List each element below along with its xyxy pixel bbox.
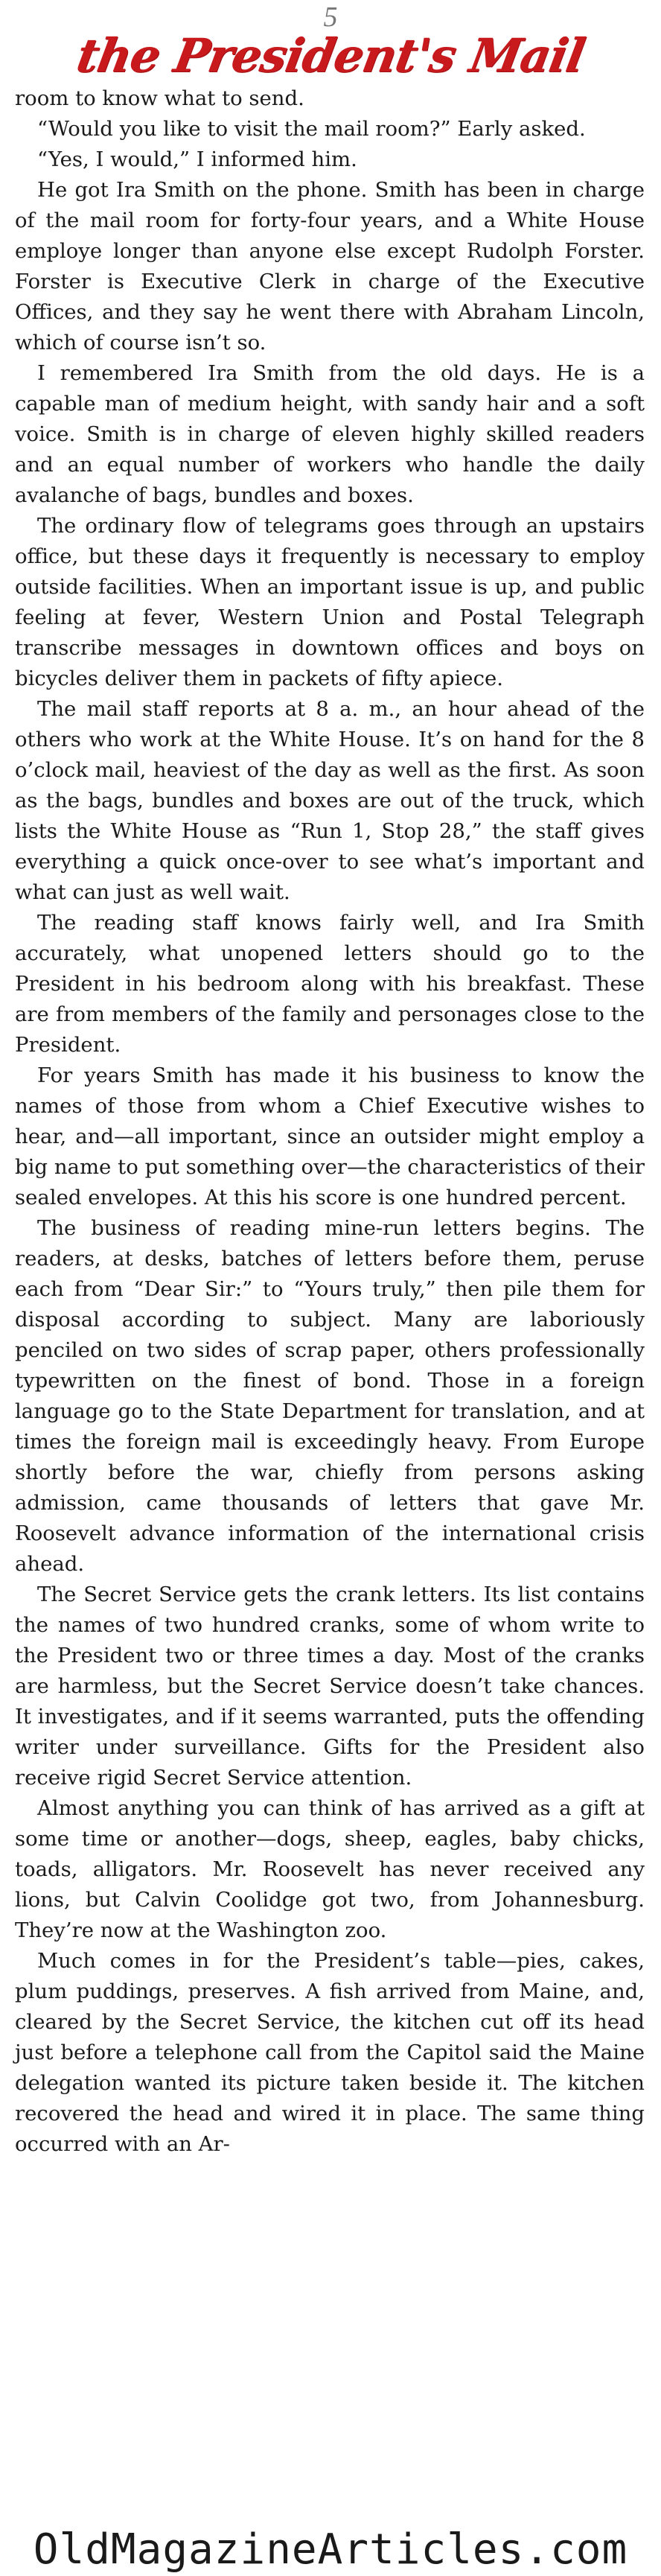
paragraph: I remembered Ira Smith from the old days. He is a capable man of medium height, with sandy hair and a soft voice. Smith is in charge of eleven highly skilled readers and an equal number of workers who handle the daily avalanche of bags, bundles and boxes. [15,361,645,507]
paragraph: “Would you like to visit the mail room?” Early asked. [37,117,586,141]
masthead [0,30,661,82]
paragraph: The reading staff knows fairly well, and Ira Smith accurately, what unopened letters should go to the President in his bedroom along with his breakfast. These are from members of the family and personages close to the President. [15,911,645,1057]
paragraph: The Secret Service gets the crank letters. Its list contains the names of two hundred cranks, some of whom write to the President two or three times a day. Most of the cranks are harmless, but the Secret Service doesn’t take chances. It investigates, and if it seems warranted, puts the offending writer under surveillance. Gifts for the President also receive rigid Secret Service attention. [15,1583,645,1790]
paragraph: For years Smith has made it his business to know the names of those from whom a Chief Executive wishes to hear, and—all important, since an outsider might employ a big name to put something over—the characteristics of their sealed envelopes. At this his score is one hundred percent. [15,1063,645,1209]
paragraph: “Yes, I would,” I informed him. [37,147,357,171]
paragraph: room to know what to send. [15,86,304,110]
paragraph: The ordinary flow of telegrams goes through an upstairs office, but these days it frequently is necessary to employ outside facilities. When an important issue is up, and public feeling at fever, Western Union and Postal Telegraph transcribe messages in downtown offices and boys on bicycles deliver them in packets of fifty apiece. [15,514,645,690]
masthead-title: the President's Mail [72,28,589,83]
paragraph: He got Ira Smith on the phone. Smith has been in charge of the mail room for forty-four years, and a White House employe longer than anyone else except Rudolph Forster. Forster is Executive Clerk in charge of the Executive Offices, and they say he went there with Abraham Lincoln, which of course isn’t so. [15,178,645,354]
paragraph: The mail staff reports at 8 a. m., an hour ahead of the others who work at the White House. It’s on hand for the 8 o’clock mail, heaviest of the day as well as the first. As soon as the bags, bundles and boxes are out of the truck, which lists the White House as “Run 1, Stop 28,” the staff gives everything a quick once-over to see what’s important and what can just as well wait. [15,697,645,904]
paragraph: The business of reading mine-run letters begins. The readers, at desks, batches of letters before them, peruse each from “Dear Sir:” to “Yours truly,” then pile them for disposal according to subject. Many are laboriously penciled on two sides of scrap paper, others professionally typewritten on the finest of bond. Those in a foreign language go to the State Department for translation, and at times the foreign mail is exceedingly heavy. From Europe shortly before the war, chiefly from persons asking admission, came thousands of letters that gave Mr. Roosevelt advance information of the international crisis ahead. [15,1216,645,1576]
footer-source-url: OldMagazineArticles.com [33,2525,628,2574]
paragraph: Much comes in for the President’s table—pies, cakes, plum puddings, preserves. A fish arrived from Maine, and, cleared by the Secret Service, the kitchen cut off its head just before a telephone call from the Capitol said the Maine delegation wanted its picture taken beside it. The kitchen recovered the head and wired it in place. The same thing occurred with an Ar- [15,1949,645,2156]
article-body [15,83,645,2160]
paragraph: Almost anything you can think of has arrived as a gift at some time or another—dogs, sheep, eagles, baby chicks, toads, alligators. Mr. Roosevelt has never received any lions, but Calvin Coolidge got two, from Johannesburg. They’re now at the Washington zoo. [15,1796,645,1942]
page-number: 5 [323,1,338,33]
